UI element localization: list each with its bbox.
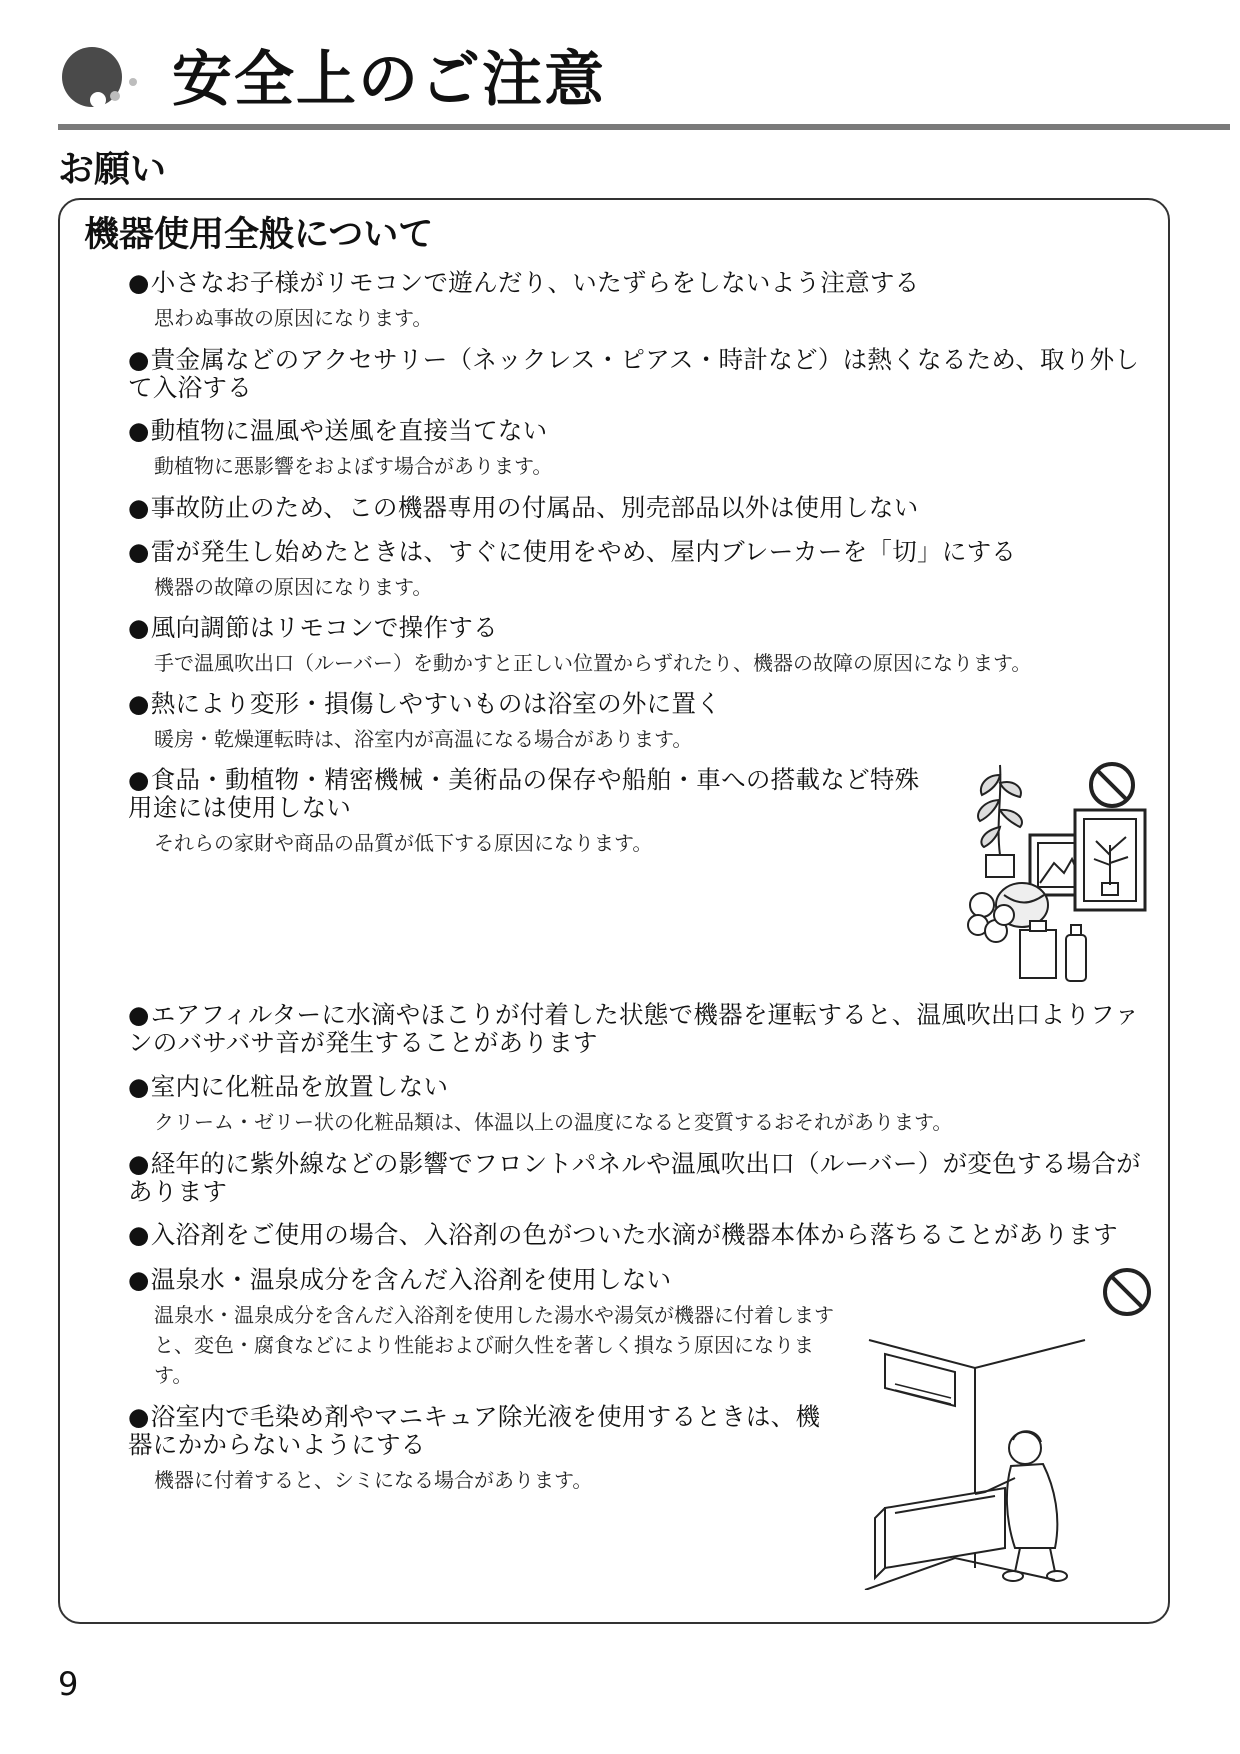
- item-desc: 温泉水・温泉成分を含んだ入浴剤を使用した湯水や湯気が機器に付着しますと、変色・腐食などにより性能および耐久性を著しく損なう原因になります。: [154, 1303, 834, 1387]
- item-title: ●エアフィルターに水滴やほこりが付着した状態で機器を運転すると、温風吹出口よりファンのバサバサ音が発生することがあります: [128, 1000, 1140, 1057]
- bullet: ●: [128, 268, 150, 297]
- list-item: [128, 766, 928, 858]
- subsection-heading: 機器使用全般について: [84, 215, 434, 255]
- item-desc: クリーム・ゼリー状の化粧品類は、体温以上の温度になると変質するおそれがあります。: [154, 1110, 953, 1134]
- list-item: [128, 538, 1016, 602]
- item-title: ●熱により変形・損傷しやすいものは浴室の外に置く: [128, 689, 722, 718]
- item-desc: 機器の故障の原因になります。: [154, 575, 433, 599]
- list-item: [128, 1073, 952, 1137]
- item-title: ●風向調節はリモコンで操作する: [128, 613, 498, 642]
- item-desc: 暖房・乾燥運転時は、浴室内が高温になる場合があります。: [154, 727, 693, 751]
- item-title: ●小さなお子様がリモコンで遊んだり、いたずらをしないよう注意する: [128, 268, 920, 297]
- item-title: ●経年的に紫外線などの影響でフロントパネルや温風吹出口（ルーバー）が変色する場合があります: [128, 1149, 1141, 1206]
- item-title: ●雷が発生し始めたときは、すぐに使用をやめ、屋内ブレーカーを「切」にする: [128, 537, 1017, 566]
- list-item: [128, 346, 1158, 402]
- item-desc: 手で温風吹出口（ルーバー）を動かすと正しい位置からずれたり、機器の故障の原因になります。: [154, 651, 1032, 675]
- list-item: [128, 1221, 1168, 1249]
- list-item: [128, 1266, 834, 1390]
- item-title: ●貴金属などのアクセサリー（ネックレス・ピアス・時計など）は熱くなるため、取り外して入浴する: [128, 345, 1140, 402]
- household-items-illustration: [960, 755, 1150, 985]
- item-title: ●動植物に温風や送風を直接当てない: [128, 416, 548, 445]
- item-title: ●温泉水・温泉成分を含んだ入浴剤を使用しない: [128, 1265, 672, 1294]
- item-title: ●入浴剤をご使用の場合、入浴剤の色がついた水滴が機器本体から落ちることがあります: [128, 1220, 1118, 1249]
- section-heading: お願い: [58, 149, 167, 190]
- item-title: ●浴室内で毛染め剤やマニキュア除光液を使用するときは、機器にかからないようにする: [128, 1402, 821, 1459]
- item-desc: 思わぬ事故の原因になります。: [154, 306, 433, 330]
- bathroom-illustration: [855, 1258, 1165, 1590]
- item-title: ●室内に化粧品を放置しない: [128, 1072, 449, 1101]
- list-item: [128, 1403, 828, 1495]
- prohibition-icon: [1105, 1270, 1149, 1314]
- list-item: [128, 494, 919, 522]
- item-desc: それらの家財や商品の品質が低下する原因になります。: [154, 831, 653, 855]
- list-item: [128, 269, 919, 333]
- item-title: ●食品・動植物・精密機械・美術品の保存や船舶・車への搭載など特殊用途には使用しない: [128, 765, 920, 822]
- item-title: ●事故防止のため、この機器専用の付属品、別売部品以外は使用しない: [128, 493, 919, 522]
- title-divider: [58, 124, 1230, 130]
- list-item: [128, 417, 552, 481]
- page-number: 9: [58, 1665, 79, 1703]
- list-item: [128, 690, 721, 754]
- item-desc: 機器に付着すると、シミになる場合があります。: [154, 1468, 593, 1492]
- prohibition-icon: [1091, 764, 1133, 806]
- page-title: 安全上のご注意: [172, 45, 606, 115]
- list-item: [128, 1001, 1158, 1057]
- list-item: [128, 614, 1031, 678]
- item-desc: 動植物に悪影響をおよぼす場合があります。: [154, 454, 553, 478]
- list-item: [128, 1150, 1158, 1206]
- section-badge-icon: [58, 42, 148, 112]
